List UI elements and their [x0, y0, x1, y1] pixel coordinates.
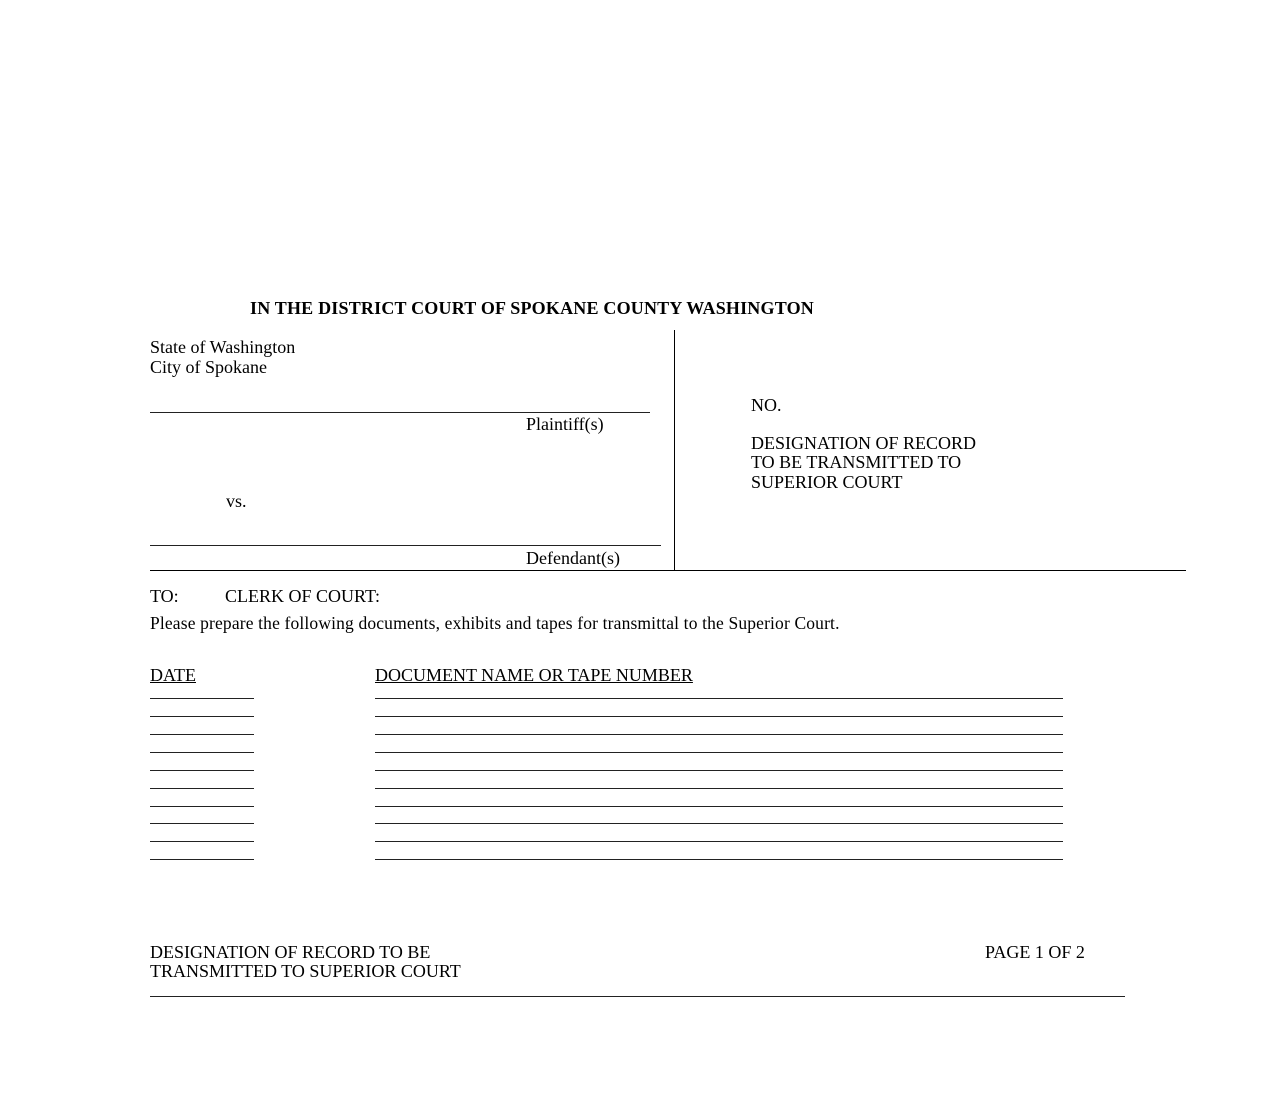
caption-bottom-rule [150, 570, 1186, 571]
document-name-blank[interactable] [375, 823, 1063, 824]
date-blank[interactable] [150, 752, 254, 753]
instruction-text: Please prepare the following documents, exhibits and tapes for transmittal to the Superior Court. [150, 613, 840, 633]
date-blank[interactable] [150, 734, 254, 735]
document-name-blank[interactable] [375, 859, 1063, 860]
document-name-blank[interactable] [375, 734, 1063, 735]
footer-title-line-1: DESIGNATION OF RECORD TO BE [150, 942, 431, 962]
date-blank[interactable] [150, 823, 254, 824]
date-blank[interactable] [150, 716, 254, 717]
date-blank[interactable] [150, 788, 254, 789]
defendant-label: Defendant(s) [526, 548, 620, 568]
document-name-blank[interactable] [375, 788, 1063, 789]
date-blank[interactable] [150, 806, 254, 807]
document-name-blank[interactable] [375, 716, 1063, 717]
case-number-label: NO. [751, 395, 782, 415]
court-title: IN THE DISTRICT COURT OF SPOKANE COUNTY WASHINGTON [250, 298, 814, 318]
page-number: PAGE 1 OF 2 [985, 942, 1085, 962]
document-title-line-3: SUPERIOR COURT [751, 472, 903, 492]
document-name-blank[interactable] [375, 770, 1063, 771]
document-name-blank[interactable] [375, 698, 1063, 699]
date-blank[interactable] [150, 841, 254, 842]
plaintiff-name-blank[interactable] [150, 412, 650, 413]
footer-title-line-2: TRANSMITTED TO SUPERIOR COURT [150, 961, 461, 981]
document-name-blank[interactable] [375, 841, 1063, 842]
recipient-label: CLERK OF COURT: [225, 586, 381, 606]
document-title-line-2: TO BE TRANSMITTED TO [751, 452, 962, 472]
versus-label: vs. [226, 491, 247, 511]
date-blank[interactable] [150, 859, 254, 860]
to-label: TO: [150, 586, 179, 606]
document-name-blank[interactable] [375, 752, 1063, 753]
date-blank[interactable] [150, 698, 254, 699]
caption-vertical-divider [674, 330, 675, 570]
defendant-name-blank[interactable] [150, 545, 661, 546]
date-column-header: DATE [150, 665, 196, 685]
city-party: City of Spokane [150, 357, 267, 377]
document-name-blank[interactable] [375, 806, 1063, 807]
date-blank[interactable] [150, 770, 254, 771]
footer-rule [150, 996, 1125, 997]
document-title-line-1: DESIGNATION OF RECORD [751, 433, 977, 453]
state-party: State of Washington [150, 337, 296, 357]
document-column-header: DOCUMENT NAME OR TAPE NUMBER [375, 665, 693, 685]
plaintiff-label: Plaintiff(s) [526, 414, 604, 434]
